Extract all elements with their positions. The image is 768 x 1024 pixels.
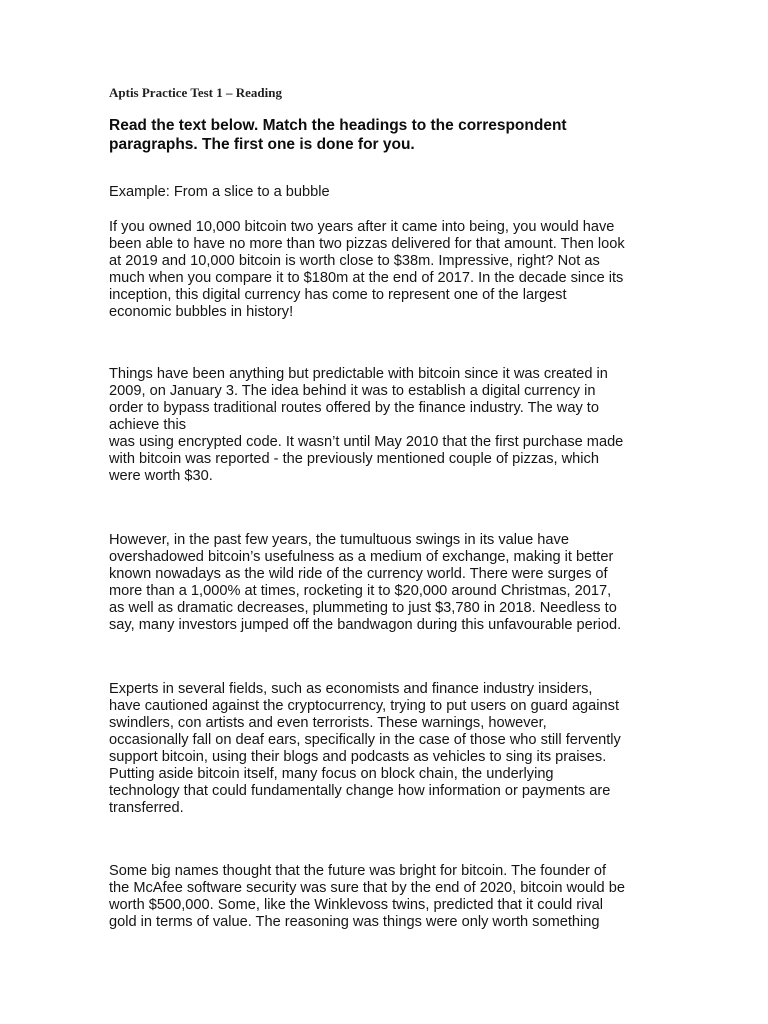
example-heading-text: Example: From a slice to a bubble bbox=[109, 184, 330, 200]
paragraph-line: the McAfee software security was sure that by the end of 2020, bitcoin would be bbox=[109, 880, 625, 896]
paragraph-line: gold in terms of value. The reasoning was things were only worth something bbox=[109, 914, 600, 930]
paragraph-line: been able to have no more than two pizzas delivered for that amount. Then look bbox=[109, 236, 625, 252]
paragraph-1 bbox=[109, 219, 669, 321]
paragraph-line: Some big names thought that the future was bright for bitcoin. The founder of bbox=[109, 863, 607, 879]
paragraph-3 bbox=[109, 532, 669, 634]
paragraph-5 bbox=[109, 863, 669, 931]
instructions bbox=[109, 116, 669, 154]
paragraph-line: occasionally fall on deaf ears, specifically in the case of those who still fervently bbox=[109, 732, 621, 748]
paragraph-line: technology that could fundamentally change how information or payments are bbox=[109, 783, 611, 799]
paragraph-line: economic bubbles in history! bbox=[109, 304, 294, 320]
paragraph-line: were worth $30. bbox=[109, 468, 213, 484]
paragraph-line: achieve this bbox=[109, 417, 187, 433]
paragraph-line: Putting aside bitcoin itself, many focus on block chain, the underlying bbox=[109, 766, 554, 782]
paragraph-2 bbox=[109, 366, 669, 485]
paragraph-line: more than a 1,000% at times, rocketing it to $20,000 around Christmas, 2017, bbox=[109, 583, 612, 599]
paragraph-line: known nowadays as the wild ride of the currency world. There were surges of bbox=[109, 566, 608, 582]
paragraph-line: as well as dramatic decreases, plummeting to just $3,780 in 2018. Needless to bbox=[109, 600, 617, 616]
paragraph-line: Things have been anything but predictable with bitcoin since it was created in bbox=[109, 366, 608, 382]
paragraph-line: However, in the past few years, the tumultuous swings in its value have bbox=[109, 532, 569, 548]
paragraph-line: support bitcoin, using their blogs and podcasts as vehicles to sing its praises. bbox=[109, 749, 607, 765]
paragraph-line: 2009, on January 3. The idea behind it was to establish a digital currency in bbox=[109, 383, 596, 399]
paragraph-line: transferred. bbox=[109, 800, 184, 816]
paragraph-4 bbox=[109, 681, 669, 817]
paragraph-line: inception, this digital currency has come to represent one of the largest bbox=[109, 287, 567, 303]
document-title: Aptis Practice Test 1 – Reading bbox=[109, 85, 282, 100]
paragraph-line: Experts in several fields, such as economists and finance industry insiders, bbox=[109, 681, 593, 697]
paragraph-line: swindlers, con artists and even terrorists. These warnings, however, bbox=[109, 715, 547, 731]
paragraph-line: order to bypass traditional routes offered by the finance industry. The way to bbox=[109, 400, 599, 416]
paragraph-line: worth $500,000. Some, like the Winklevoss twins, predicted that it could rival bbox=[109, 897, 603, 913]
paragraph-line: say, many investors jumped off the bandwagon during this unfavourable period. bbox=[109, 617, 622, 633]
paragraph-line: much when you compare it to $180m at the end of 2017. In the decade since its bbox=[109, 270, 624, 286]
instructions-line: Read the text below. Match the headings to the correspondent bbox=[109, 117, 567, 134]
instructions-line: paragraphs. The first one is done for you. bbox=[109, 136, 415, 153]
example-heading bbox=[109, 184, 669, 201]
paragraph-line: with bitcoin was reported - the previously mentioned couple of pizzas, which bbox=[109, 451, 599, 467]
paragraph-line: If you owned 10,000 bitcoin two years after it came into being, you would have bbox=[109, 219, 615, 235]
paragraph-line: was using encrypted code. It wasn’t until May 2010 that the first purchase made bbox=[109, 434, 624, 450]
paragraph-line: have cautioned against the cryptocurrency, trying to put users on guard against bbox=[109, 698, 620, 714]
paragraph-line: at 2019 and 10,000 bitcoin is worth close to $38m. Impressive, right? Not as bbox=[109, 253, 600, 269]
paragraph-line: overshadowed bitcoin’s usefulness as a medium of exchange, making it better bbox=[109, 549, 614, 565]
